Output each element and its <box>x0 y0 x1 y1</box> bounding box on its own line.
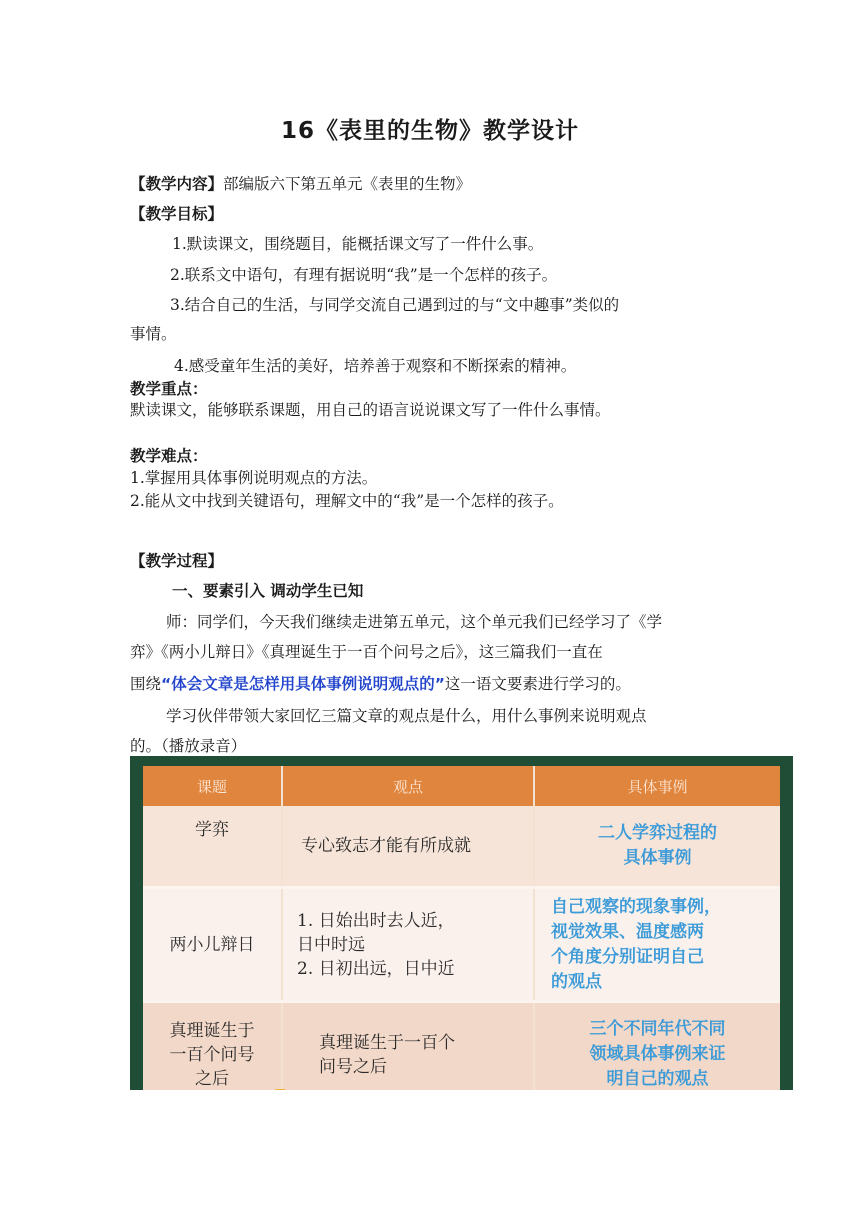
row3-view: 真理诞生于一百个 问号之后 <box>319 1032 455 1077</box>
para-1-pre: 围绕 <box>130 675 162 693</box>
row2-topic: 两小儿辩日 <box>169 934 255 955</box>
goal-4: 4.感受童年生活的美好，培养善于观察和不断探索的精神。 <box>174 357 577 375</box>
summary-table <box>143 766 780 1090</box>
goal-2: 2.联系文中语句，有理有据说明“我”是一个怎样的孩子。 <box>170 266 558 284</box>
row2-view: 1. 日始出时去人近， 日中时远 2. 日初出远，日中近 <box>297 910 455 979</box>
row3-topic: 真理诞生于 一百个问号 之后 <box>169 1020 255 1089</box>
goal-1: 1.默读课文，围绕题目，能概括课文写了一件什么事。 <box>172 235 544 253</box>
para-2-line-2: 的。（播放录音） <box>130 737 247 755</box>
para-2-line-1: 学习伙伴带领大家回忆三篇文章的观点是什么，用什么事例来说明观点 <box>166 707 647 725</box>
content-label: 【教学内容】 <box>130 175 224 193</box>
row2-example: 自己观察的现象事例， 视觉效果、温度感两 个角度分别证明自己 的观点 <box>551 896 721 992</box>
focus-label: 教学重点： <box>130 380 208 398</box>
table-row <box>143 1000 780 1090</box>
para-1-post: 这一语文要素进行学习的。 <box>444 675 631 693</box>
goals-label: 【教学目标】 <box>130 205 224 223</box>
para-1-line-3 <box>130 673 631 695</box>
page-title: 16《表里的生物》教学设计 <box>280 118 579 144</box>
highlight-phrase: “体会文章是怎样用具体事例说明观点的” <box>161 675 445 693</box>
header-topic: 课题 <box>143 766 283 806</box>
content-text: 部编版六下第五单元《表里的生物》 <box>223 175 472 193</box>
slide-image <box>130 756 793 1090</box>
goal-3: 3.结合自己的生活，与同学交流自己遇到过的与“文中趣事”类似的 <box>170 296 620 314</box>
focus-text: 默读课文，能够联系课题，用自己的语言说说课文写了一件什么事情。 <box>130 401 611 419</box>
row1-view: 专心致志才能有所成就 <box>301 836 471 856</box>
para-1-line-1: 师：同学们，今天我们继续走进第五单元，这个单元我们已经学习了《学 <box>166 613 663 631</box>
row1-topic: 学弈 <box>195 820 229 840</box>
process-label: 【教学过程】 <box>130 552 224 570</box>
content-line <box>130 173 471 195</box>
difficulty-1: 1.掌握用具体事例说明观点的方法。 <box>130 469 378 487</box>
row1-example: 二人学弈过程的 具体事例 <box>598 823 717 868</box>
difficulty-label: 教学难点： <box>130 447 208 465</box>
goal-3-cont: 事情。 <box>130 325 177 343</box>
para-1-line-2: 弈》《两小儿辩日》《真理诞生于一百个问号之后》，这三篇我们一直在 <box>130 643 603 661</box>
table-header-row <box>143 766 780 806</box>
header-view: 观点 <box>283 766 535 806</box>
table-row <box>143 886 780 1000</box>
difficulty-2: 2.能从文中找到关键语句，理解文中的“我”是一个怎样的孩子。 <box>130 492 564 510</box>
table-row <box>143 806 780 886</box>
row3-example: 三个不同年代不同 领域具体事例来证 明自己的观点 <box>589 1019 726 1089</box>
header-example: 具体事例 <box>535 766 780 806</box>
step-1-heading: 一、要素引入 调动学生已知 <box>172 582 364 600</box>
